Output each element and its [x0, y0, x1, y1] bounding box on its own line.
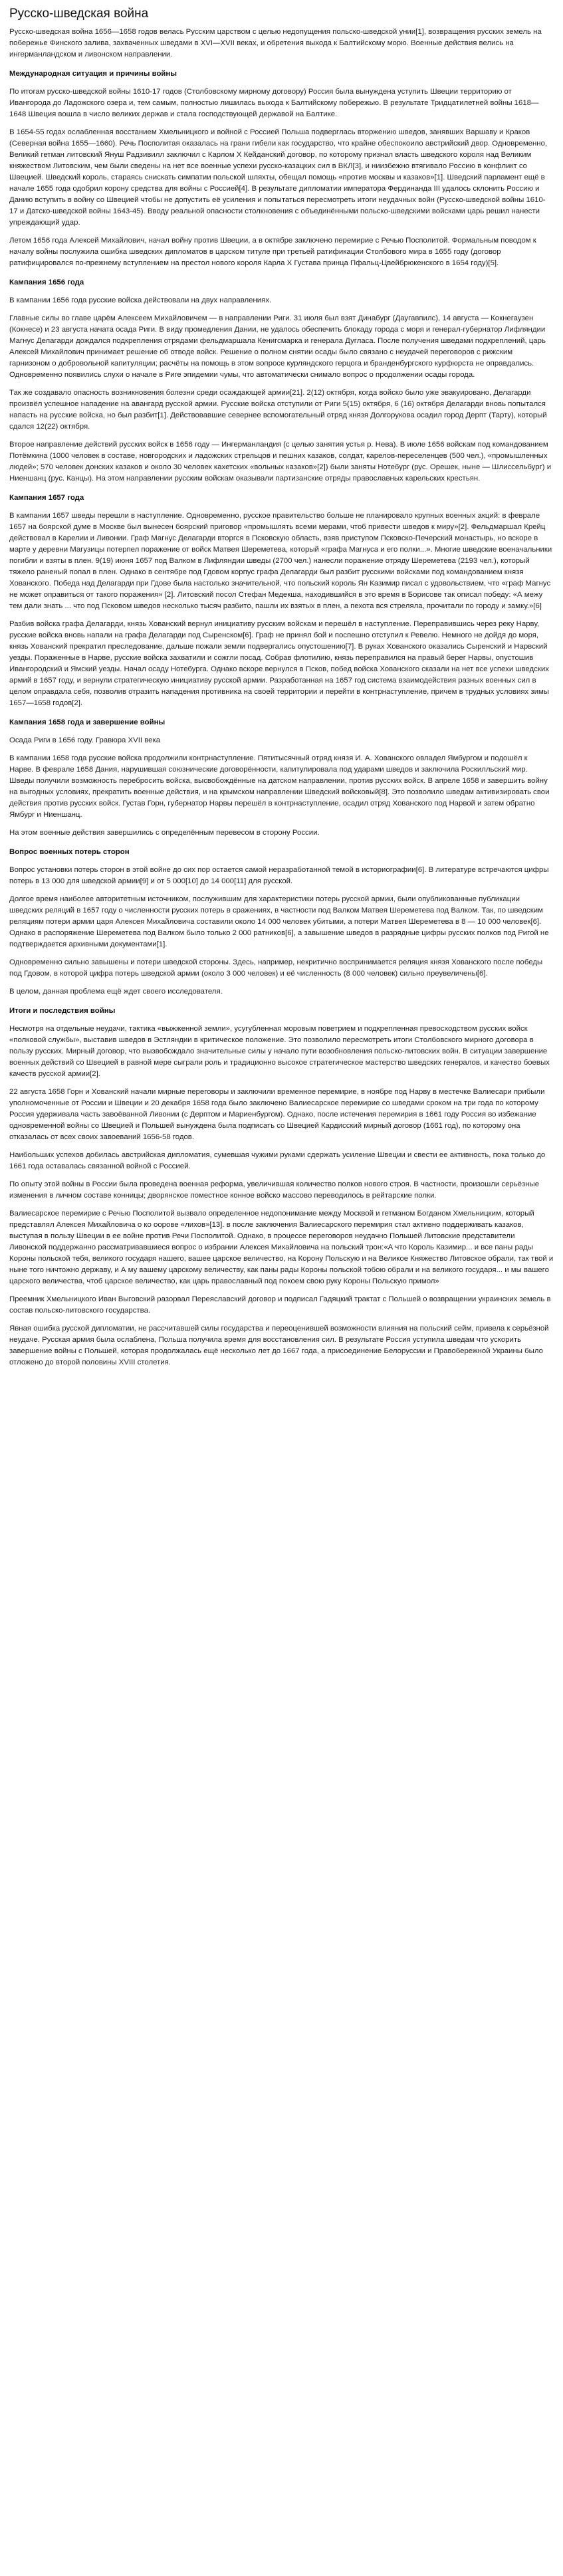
section-heading: Кампания 1656 года	[9, 278, 84, 286]
section-paragraph: Явная ошибка русской дипломатии, не рассчитавшей силы государства и переоценившей возможности влияния на польский сейм, привела к серьёзной неудаче. Русская армия была ослаблена, Польша получила время для восстановления сил. В результате Россия уступила шведам что ускорить завершение войны с Польшей, которая продолжалась ещё несколько лет до 1667 года, а присоединение Белоруссии и Правобережной Украины было отложено до второй половины XVIII столетия.	[9, 1325, 549, 1366]
section-paragraph: Преемник Хмельницкого Иван Выговский разорвал Переяславский договор и подписал Гадяцкий трактат с Польшей о возвращении украинских земель в состав польско-литовского государства.	[9, 1295, 551, 1315]
article-section	[9, 1006, 554, 1368]
section-paragraph: Наибольших успехов добилась австрийская дипломатия, сумевшая чужими руками сдержать усиление Швеции и свести ее активность, пока только до 1661 года оставалась связанной войной с Россией.	[9, 1151, 546, 1170]
intro-paragraph: Русско-шведская война 1656—1658 годов велась Русским царством с целью недопущения польско-шведской унии[1], возвращения русских земель на побережье Финского залива, захваченных шведами в XVI—XVII веках, и обретения выхода к Балтийскому морю. Военные действия велись на ингерманландском и ливонском направлении.	[9, 28, 542, 58]
section-paragraph: 22 августа 1658 Горн и Хованский начали мирные переговоры и заключили временное перемирие, в ноябре под Нарву в местечке Валиесари прибыли уполномоченные от России и Швеции и 20 декабря 1658 года было заключено Валиесарское перемирие со шведами сроком на три года по которому Россия удерживала часть завоёванной Ливонии (с Дерптом и Мариенбургом). Однако, после истечения перемирия в 1661 году Россия во избежание одновременной войны со Швецией и Польшей вынуждена была подписать со Швецией Кардисский мирный договор (1661 год), по которому она отказалась от всех своих завоеваний 1656-58 годов.	[9, 1088, 545, 1141]
article-section	[9, 717, 554, 839]
section-heading: Кампания 1658 года и завершение войны	[9, 718, 166, 726]
section-paragraph: По опыту этой войны в России была проведена военная реформа, увеличившая количество полков нового строя. В частности, произошли серьёзные изменения в личном составе конницы; дворянское поместное конное войско массово переводилось в рейтарские полки.	[9, 1180, 540, 1200]
section-paragraph: Осада Риги в 1656 году. Гравюра XVII века	[9, 736, 161, 744]
article-section	[9, 68, 554, 269]
article-section	[9, 277, 554, 484]
page-title: Русско-шведская война	[9, 7, 149, 21]
section-paragraph: Второе направление действий русских войск в 1656 году — Ингерманландия (с целью занятия устья р. Нева). В июле 1656 войскам под командованием Потёмкина (1000 человек в составе, новгородских и ладожских стрельцов и пешних казаков, солдат, карелов-переселенцев (500 чел.), «промышленных людей»; 570 человек донских казаков и около 30 человек кахетских «вольных казаков»[2]) были заняты Нотебург (рус. Орешек, ныне — Шлиссельбург) и Ниеншанц (рус. Канцы). На этом направлении русским войскам оказывали партизанские отряды православных карельских крестьян.	[9, 441, 552, 483]
section-paragraph: В 1654-55 годах ослабленная восстанием Хмельницкого и войной с Россией Польша подверглась вторжению шведов, занявших Варшаву и Краков (Северная война 1655—1660). Речь Посполитая оказалась на грани гибели как государство, что крайне обеспокоило австрийский двор. Одновременно, Великий гетман литовский Януш Радзивилл заключил с Карлом X Кейданский договор, по которому признал власть шведского короля над Великим княжеством Литовским, чем были сведены на нет все военные успехи русско-казацких сил в ВКЛ[3], и ниизбежно втягивало Россию в конфликт со Швецией. Шведский король, стараясь снискать симпатии польской шляхты, обещал помощь «против москвы и казаков»[1]. Шведский парламент ещё в начале 1655 года одобрил корону средства для войны с Россией[4]. В результате дипломатии императора Фердинанда III удалось склонить Россию и Данию вступить в войну со Швецией чтобы не допустить её усиления и попытаться пересмотреть итоги неудачных войн (Русско-шведской войны 1610-17 и Датско-шведской войны 1643-45). Вводу реальной опасности столкновения с объединёнными польско-шведскими войсками царь решил нанести упреждающий удар.	[9, 128, 548, 227]
section-paragraph: Несмотря на отдельные неудачи, тактика «выжженной земли», усугубленная моровым поветрием и подкрепленная превосходством русских войск «полковой службы», выставив шведов в Эстляндии в критическое положение. Это позволило пересмотреть итоги Столбовского мирного договора в пользу русских. Мирный договор, что вызвобождало значительные силы у начало пути возобновления польско-литовских войн. В ситуации завершение военных действий со Швецией в равной мере сыграли роль и традиционно высокое стратегическое мастерство шведских генералов, и качество боевых качеств русской армии[2].	[9, 1025, 550, 1078]
section-paragraph: На этом военные действия завершились с определённым перевесом в сторону России.	[9, 829, 320, 837]
section-paragraph: Одновременно сильно завышены и потери шведской стороны. Здесь, например, некритично воспринимается реляция князя Хованского после победы под Гдовом, в которой цифра потерь шведской армии (около 3 000 человек) и её численность (8 000 человек) сильно преувеличены[6].	[9, 958, 543, 978]
section-paragraph: В кампании 1657 шведы перешли в наступление. Одновременно, русское правительство больше не планировало крупных военных акций: в феврале 1657 на боярской думе в Москве был вынесен боярский приговор «промышлять всеми мерами, чтоб привести шведов к миру»[2]. Фельдмаршал Крейц действовал в Карелии и Ливонии. Граф Магнус Делагарди вторгся в Псковскую область, взяв приступом Псковско-Печерский монастырь, но вскоре в марте у деревни Магузицы потерпел поражение от войск Матвея Шереметева, который «графа Магнуса и его полки...». Многие шведские военачальники погибли и взяты в плен. 9(19) июня 1657 под Валком в Лифляндии шведы (2700 чел.) нанесли поражение отряду Шереметева (2193 чел.), который тяжело раненый попал в плен. Однако в сентябре под Гдовом корпус графа Делагарди был разбит русскими войсками под командованием князя Хованского. Победа над Делагарди при Гдове была настолько значительной, что польский король Ян Казимир писал с удовольствием, что «граф Магнус не может оправиться от такого поражения» [2]. Литовский посол Стефан Медекша, находившийся в это время в Борисове так описал победу: «А межу тем дали знать ... что под Псковом шведов несколько тысяч разбито, пашли их взятых в плен, а пехота вся стреляла, прочитали по городу и замку.»[6]	[9, 512, 552, 610]
section-paragraph: Разбив войска графа Делагарди, князь Хованский вернул инициативу русским войскам и перешёл в наступление. Переправившись через реку Нарву, русские войска вновь напали на графа Делагарди под Сыренском[6]. Граф не принял бой и поспешно отступил к Ревелю. Немного не дойдя до моря, князь Хованский прекратил преследование, дальше пожали земли подвергались опустошению[7]. В руках Хованского оказались Сыренский и Нарвский уезды. Пораженные в Нарве, русские войска захватили и сожгли посад. Собрав флотилию, князь переправился на правый берег Нарвы, опустошив Ивангородский и Ямский уезды. Начал осаду Нотебурга. Однако вскоре вернулся в Псков, побед войска Хованского сказали на нет все успехи шведских армий в 1657 году, и вернули стратегическую инициативу русской армии. Разработанная на 1657 год система взаимодействия разных военных сил в целом оправдала себя, позволив отразить нападения противника на своей территории и перейти в контрнаступление, причем в трудных условиях зимы 1657—1658 годов[2].	[9, 620, 549, 707]
article-section	[9, 847, 554, 998]
section-paragraph: Вопрос установки потерь сторон в этой войне до сих пор остается самой неразработанной темой в историографии[6]. В литературе встречаются цифры потерь в 13 000 для шведской армии[9] и от 5 000[10] до 14 000[11] для русской.	[9, 866, 549, 885]
article-section	[9, 492, 554, 709]
section-heading: Вопрос военных потерь сторон	[9, 848, 130, 856]
section-heading: Кампания 1657 года	[9, 494, 84, 502]
section-heading: Итоги и последствия войны	[9, 1007, 116, 1015]
section-paragraph: В кампании 1658 года русские войска продолжили контрнаступление. Пятитысячный отряд князя И. А. Хованского овладел Ямбургом и подошёл к Нарве. В феврале 1658 Дания, нарушившая союзнические договорённости, капитулировала под ударами шведов и заключила Роскилльский мир. Шведы получили возможность перебросить войска, высвобождённые на датском направлении, против русских войск. В апреле 1658 и завершить войну на выгодных условиях, прекратить военные действия, и на крымском направлении Шведский войсковый[8]. Это позволило шведам активизировать свои действия против русских войск. Густав Горн, губернатор Нарвы перешёл в контрнаступление, осадил отряд Хованского под Нарвой и затем обратно Ямбург и Ниеншанц.	[9, 754, 550, 819]
section-paragraph: Валиесарское перемирие с Речью Посполитой вызвало определенное недопонимание между Москвой и гетманом Богданом Хмельницким, который представлял Алексея Михайловича о ко оорове «лихов»[13]. в после заключения Валиесарского перемирия стал активно поддерживать казаков, выступая в пользу Швеции в ее войне против Речи Посполитой. Однако, в процессе переговоров неудачно Польшей Литовские представители Ливонской поддержанно рассматривавшиеся вопрос о избрании Алексея Михайловича на польский трон:«А что Король Казимир... и все паны рады Короны польской тебя, великого государя нашего, вашее царское величество, на Корону Польскую и на Великое Княжество Литовское обрали, так твой и ныне того ничтожно державу, и А му вашему царскому величеству, как паны рады Короны польской тобою обрали и на великого государя... и мы вашего царского величества, чтоб царское величество, как царь православный под покоем свою руку Короны Польскую примол»	[9, 1210, 554, 1285]
section-heading: Международная ситуация и причины войны	[9, 70, 177, 78]
section-paragraph: В целом, данная проблема ещё ждет своего исследователя.	[9, 988, 223, 996]
section-paragraph: Так же создавало опасность возникновения болезни среди осаждающей армии[21]. 2(12) октября, когда войско было уже эвакуировано, Делагарди произвёл успешное нападение на авангард русской армии. Русские войска отступили от Риги 5(15) октября, 6 (16) октября Делагарди вновь попытался напасть на русские войска, но был разбит[1]. Действовавшие севернее вспомогательный отряд князя Долгорукова осадил город Дерпт (Тарту), который сдался 12(22) октября.	[9, 389, 547, 431]
article-sections	[9, 68, 554, 1368]
section-paragraph: По итогам русско-шведской войны 1610-17 годов (Столбовскому мирному договору) Россия была вынуждена уступить Швеции территорию от Ивангорода до Ладожского озера и, тем самым, полностью лишилась выхода к Балтийскому побережью. В результате Тридцатилетней войны 1618—1648 Швеция вошла в число великих держав и стала господствующей державой на Балтике.	[9, 88, 539, 118]
section-paragraph: Долгое время наиболее авторитетным источником, послужившим для характеристики потерь русской армии, были опубликованные публикации шведских реляций в 1657 году о численности русских потерь в сражениях, в частности под Валком Матвея Шереметева под Валком. Так, по шведским реляциям потери армии царя Алексея Михайловича составили около 14 000 человек убитыми, а потери Матвея Шереметева в 8 — 10 000 человек[6]. Однако в распоряжение Шереметева под Валком было только 2 000 ратников[6], а завышение шведов в разрядные цифры русских полков под Ригой не подтверждается архивными документами[1].	[9, 895, 549, 948]
section-paragraph: В кампании 1656 года русские войска действовали на двух направлениях.	[9, 296, 272, 304]
section-paragraph: Летом 1656 года Алексей Михайлович, начал войну против Швеции, а в октябре заключено перемирие с Речью Посполитой. Формальным поводом к началу войны послужила ошибка шведских дипломатов в царском титуле при третьей ратификации Столбового мира в 1655 году (договор ратифицировался по-прежнему вступлением на престол нового короля Карла X Густава принца Пфальц-Цвейбрюкенского в 1654 году)[5].	[9, 237, 536, 267]
section-paragraph: Главные силы во главе царём Алексеем Михайловичем — в направлении Риги. 31 июля был взят Динабург (Даугавпилс), 14 августа — Кокнегаузен (Кокнесе) и 23 августа начата осада Риги. В виду промедления Дании, не удалось обеспечить блокаду города с моря и генерал-губернатор Лифляндии Магнус Делагарди дождался подкрепления отрядами фельдмаршала Кенигсмарка и генерала Дугласа. После получения шведами подкреплений, царь Алексей Михайлович принимает решение об отводе войск. Решение о полном снятии осады было связано с неудачей переговоров с рижским гарнизоном о добровольной капитуляции; расчёты на помощь в этом вопросе курляндского герцога и бранденбургского курфюрста не оправдались. Одновременно появились слухи о начале в Риге эпидемии чумы, что автоматически снимало вопрос о продолжении осады города.	[9, 314, 546, 379]
